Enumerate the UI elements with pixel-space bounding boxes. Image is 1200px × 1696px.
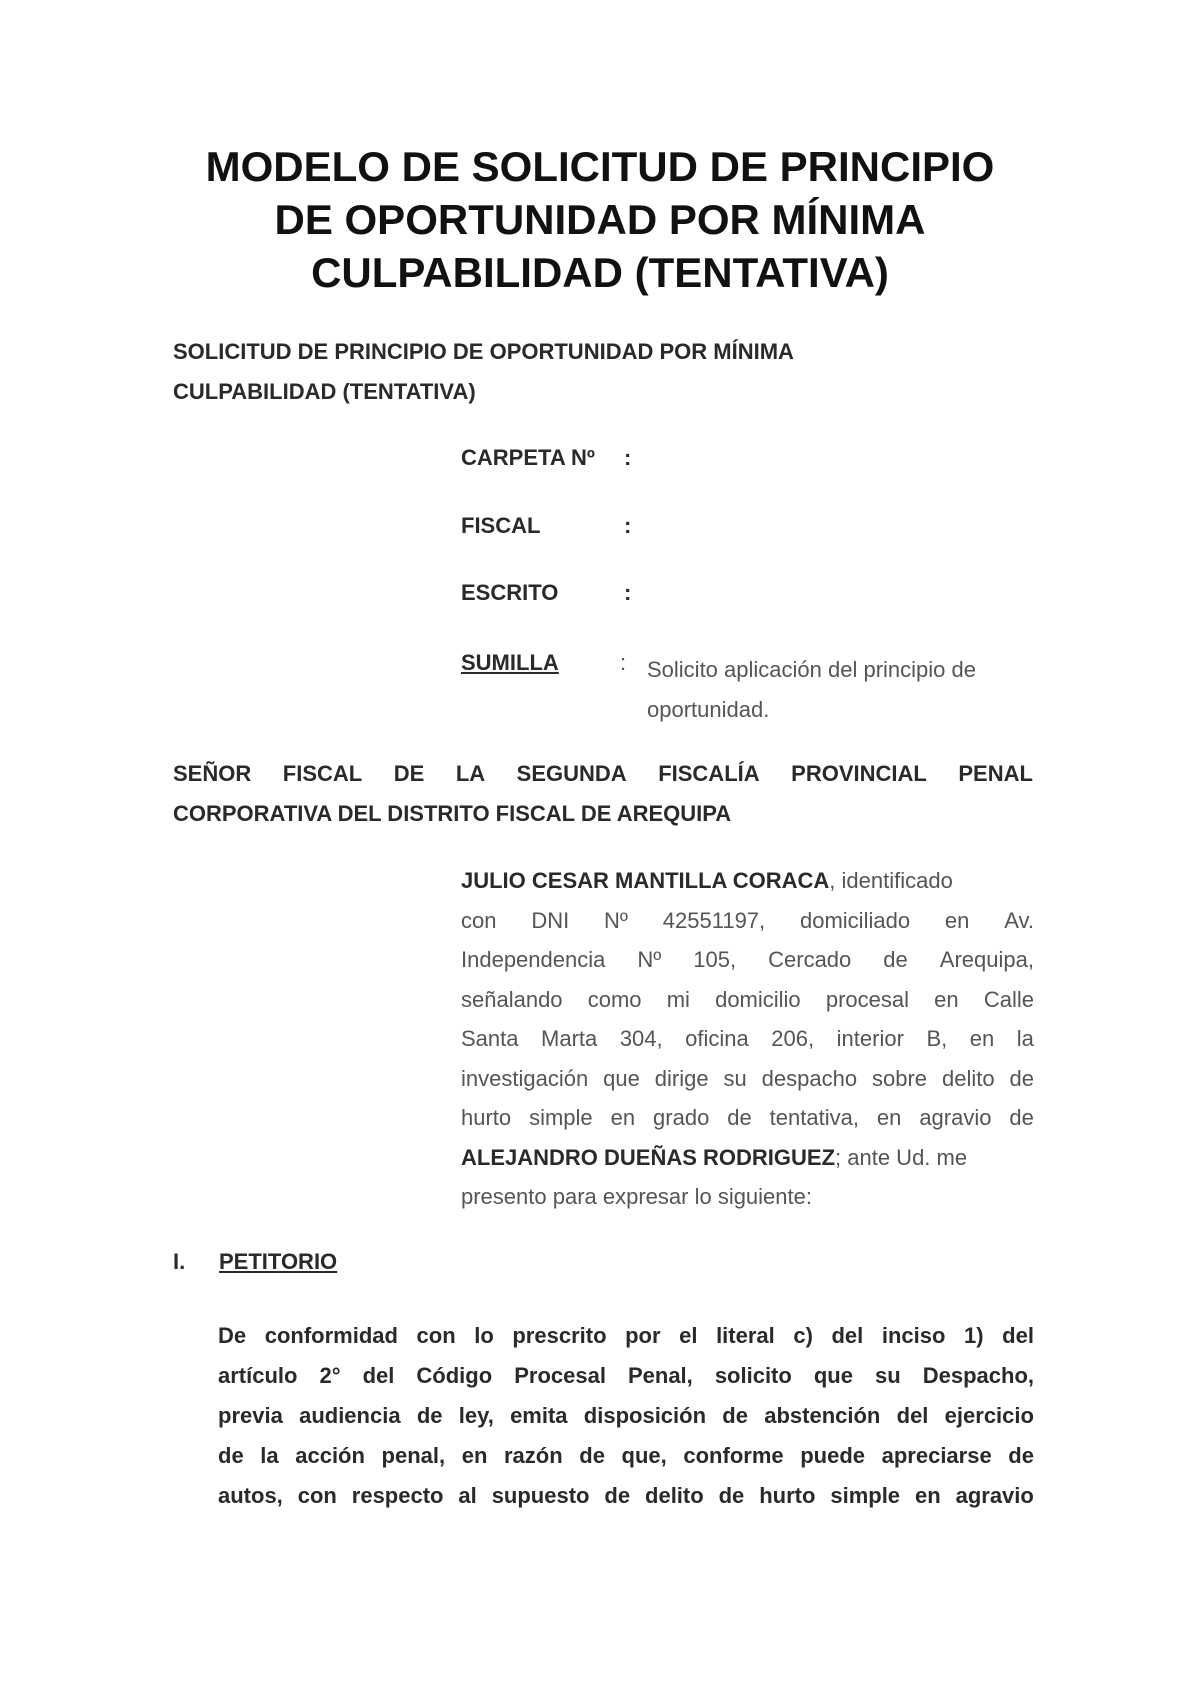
victim-name: ALEJANDRO DUEÑAS RODRIGUEZ	[461, 1144, 836, 1170]
intro-line	[461, 980, 1034, 1020]
field-colon: :	[624, 513, 632, 538]
word: ejercicio	[944, 1403, 1034, 1428]
word: ley,	[458, 1403, 494, 1428]
word: del	[362, 1363, 395, 1388]
word: su	[723, 1065, 747, 1091]
intro-line	[461, 901, 1034, 941]
petitorio-line	[218, 1476, 1034, 1516]
sumilla-value-line: oportunidad.	[647, 697, 770, 722]
subtitle-line: SOLICITUD DE PRINCIPIO DE OPORTUNIDAD POR MÍNIMA	[173, 339, 794, 364]
word: penal,	[381, 1443, 446, 1468]
word: respecto	[351, 1483, 444, 1508]
word: puede	[800, 1443, 866, 1468]
escrito-label: ESCRITO	[461, 580, 559, 605]
sumilla-value-line: Solicito aplicación del principio de	[647, 657, 976, 682]
petitorio-line	[218, 1316, 1034, 1356]
word: 206,	[771, 1026, 815, 1051]
subtitle-line: CULPABILIDAD (TENTATIVA)	[173, 379, 476, 404]
word: previa	[218, 1403, 283, 1428]
word: de	[218, 1443, 244, 1468]
word: sobre	[872, 1065, 928, 1091]
section-title: PETITORIO	[219, 1249, 338, 1274]
word: la	[1016, 1026, 1034, 1051]
word: en	[610, 1105, 636, 1130]
word: hurto	[461, 1105, 512, 1130]
word: DNI	[531, 907, 570, 933]
word: Código	[416, 1363, 493, 1388]
addressee	[173, 754, 1033, 834]
word: audiencia	[299, 1403, 401, 1428]
word: de	[1008, 1443, 1034, 1468]
word: que	[603, 1065, 640, 1091]
word: interior	[836, 1026, 904, 1051]
intro-line	[461, 1098, 1034, 1138]
word: autos,	[218, 1483, 283, 1508]
word: Av.	[1004, 907, 1034, 933]
word: del	[896, 1403, 929, 1428]
word: hurto	[759, 1483, 816, 1508]
sumilla-label: SUMILLA	[461, 650, 559, 675]
petitorio-line	[218, 1396, 1034, 1436]
word: emita	[510, 1403, 568, 1428]
word: Marta	[541, 1026, 598, 1051]
addressee-word: SEGUNDA	[516, 761, 627, 786]
word: del	[831, 1323, 864, 1348]
word: delito	[645, 1483, 704, 1508]
word: de	[604, 1483, 631, 1508]
addressee-word: PROVINCIAL	[791, 761, 927, 786]
word: simple	[529, 1105, 593, 1130]
title-line: CULPABILIDAD (TENTATIVA)	[311, 249, 889, 296]
word: en	[944, 907, 970, 933]
word: 2°	[319, 1363, 341, 1388]
document-title	[150, 140, 1050, 299]
petitorio-line	[218, 1356, 1034, 1396]
word: la	[260, 1443, 279, 1468]
intro-line: presento para expresar lo siguiente:	[461, 1184, 812, 1209]
word: dirige	[654, 1065, 709, 1091]
word: simple	[830, 1483, 901, 1508]
intro-line	[461, 1019, 1034, 1059]
intro-segment-rest: ; ante Ud. me	[835, 1144, 968, 1170]
word: oficina	[685, 1026, 749, 1051]
word: en	[969, 1026, 995, 1051]
word: en	[934, 986, 959, 1012]
word: lo	[474, 1323, 494, 1348]
word: razón	[503, 1443, 563, 1468]
petitorio-paragraph	[218, 1316, 1034, 1516]
addressee-word: PENAL	[958, 761, 1033, 786]
word: apreciarse	[881, 1443, 992, 1468]
word: en	[461, 1443, 488, 1468]
word: grado	[653, 1105, 710, 1130]
petitioner-name: JULIO CESAR MANTILLA CORACA	[461, 868, 830, 893]
intro-line	[461, 861, 1034, 901]
word: 1)	[964, 1323, 984, 1348]
word: de	[883, 947, 908, 972]
field-colon: :	[624, 445, 632, 470]
petitorio-line	[218, 1436, 1034, 1476]
intro-segment	[461, 1138, 967, 1178]
title-line: DE OPORTUNIDAD POR MÍNIMA	[274, 196, 926, 243]
intro-line	[461, 1138, 1034, 1178]
word: abstención	[764, 1403, 881, 1428]
word: Penal,	[627, 1363, 693, 1388]
word: señalando	[461, 986, 563, 1012]
word: literal	[716, 1323, 775, 1348]
word: Despacho,	[922, 1363, 1034, 1388]
addressee-word: LA	[455, 761, 486, 786]
addressee-word: SEÑOR	[173, 761, 252, 786]
word: Independencia	[461, 947, 606, 972]
word: con	[461, 907, 497, 933]
intro-line	[461, 940, 1034, 980]
addressee-line	[173, 754, 1033, 794]
word: Nº	[604, 907, 628, 933]
word: Calle	[983, 986, 1034, 1012]
word: 42551197,	[662, 907, 766, 933]
word: prescrito	[512, 1323, 607, 1348]
intro-line	[461, 1059, 1034, 1099]
title-line: MODELO DE SOLICITUD DE PRINCIPIO	[205, 143, 995, 190]
addressee-word: FISCALÍA	[658, 761, 760, 786]
word: agravio	[919, 1105, 992, 1130]
word: agravio	[955, 1483, 1034, 1508]
word: inciso	[881, 1323, 946, 1348]
word: por	[625, 1323, 661, 1348]
word: Procesal	[514, 1363, 606, 1388]
field-colon: :	[620, 650, 627, 675]
word: de	[722, 1403, 748, 1428]
word: Santa	[461, 1026, 519, 1051]
document-subtitle	[173, 332, 1053, 412]
word: que,	[621, 1443, 667, 1468]
word: artículo	[218, 1363, 298, 1388]
word: supuesto	[491, 1483, 590, 1508]
word: acción	[295, 1443, 365, 1468]
word: como	[587, 986, 642, 1012]
addressee-word: FISCAL	[282, 761, 363, 786]
word: B,	[926, 1026, 948, 1051]
word: conforme	[683, 1443, 784, 1468]
word: tentativa,	[769, 1105, 859, 1130]
word: con	[297, 1483, 337, 1508]
word: al	[458, 1483, 477, 1508]
word: en	[914, 1483, 941, 1508]
word: de	[1009, 1105, 1034, 1130]
word: en	[876, 1105, 902, 1130]
addressee-line: CORPORATIVA DEL DISTRITO FISCAL DE AREQUIPA	[173, 801, 732, 826]
section-number: I.	[173, 1249, 186, 1274]
word: delito	[941, 1065, 995, 1091]
word: investigación	[461, 1065, 589, 1091]
word: 105,	[693, 947, 737, 972]
fiscal-label: FISCAL	[461, 513, 541, 538]
word: su	[875, 1363, 901, 1388]
word: c)	[793, 1323, 813, 1348]
word: conformidad	[264, 1323, 398, 1348]
word: domicilio	[715, 986, 801, 1012]
word: despacho	[761, 1065, 858, 1091]
addressee-word: DE	[393, 761, 425, 786]
word: solicito	[714, 1363, 792, 1388]
word: 304,	[619, 1026, 663, 1051]
word: mi	[666, 986, 690, 1012]
intro-segment	[461, 861, 953, 901]
carpeta-label: CARPETA Nº	[461, 445, 595, 470]
word: domiciliado	[800, 907, 911, 933]
word: disposición	[583, 1403, 707, 1428]
word: de	[579, 1443, 605, 1468]
word: De	[218, 1323, 247, 1348]
word: de	[416, 1403, 443, 1428]
word: con	[416, 1323, 456, 1348]
word: de	[1009, 1065, 1034, 1091]
intro-segment-rest: , identificado	[829, 868, 953, 893]
field-colon: :	[624, 580, 632, 605]
word: que	[813, 1363, 853, 1388]
word: Nº	[637, 947, 662, 972]
word: el	[679, 1323, 698, 1348]
word: Arequipa,	[939, 947, 1034, 972]
sumilla-value	[647, 650, 1047, 730]
intro-paragraph	[461, 861, 1034, 1217]
word: Cercado	[768, 947, 852, 972]
word: de	[718, 1483, 745, 1508]
word: de	[727, 1105, 752, 1130]
word: del	[1002, 1323, 1034, 1348]
word: procesal	[825, 986, 909, 1012]
